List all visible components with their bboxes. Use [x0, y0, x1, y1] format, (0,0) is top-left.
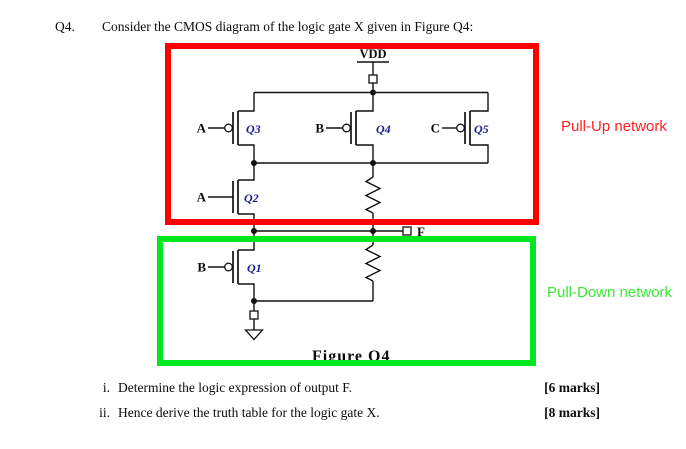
output-label: F [417, 224, 425, 239]
gate-label-a: A [196, 189, 206, 205]
pull-up-network-label: Pull-Up network [561, 118, 667, 135]
gate-label-b: B [315, 120, 324, 136]
pull-up-region-box [165, 43, 539, 225]
marks-badge: [8 marks] [544, 405, 600, 420]
marks-badge: [6 marks] [544, 380, 600, 395]
subquestion-text: Determine the logic expression of output F. [118, 380, 352, 395]
figure-caption: Figure Q4 [312, 348, 391, 365]
transistor-label-q1: Q1 [247, 261, 262, 275]
transistor-label-q3: Q3 [246, 122, 261, 136]
gate-label-b: B [197, 259, 206, 275]
transistor-label-q5: Q5 [474, 122, 489, 136]
question-number: Q4. [55, 19, 75, 34]
subquestion-text: Hence derive the truth table for the logic gate X. [118, 405, 380, 420]
pull-down-region-box [157, 236, 536, 366]
transistor-label-q4: Q4 [376, 122, 391, 136]
output-pin-icon [403, 227, 411, 235]
subquestion-numeral: i. [102, 380, 110, 395]
vdd-label: VDD [359, 47, 387, 61]
subquestion-numeral: ii. [99, 405, 110, 420]
gate-label-a: A [196, 120, 206, 136]
gate-label-c: C [430, 120, 440, 136]
question-text: Consider the CMOS diagram of the logic gate X given in Figure Q4: [102, 19, 474, 34]
pull-down-network-label: Pull-Down network [547, 284, 673, 301]
transistor-label-q2: Q2 [244, 191, 259, 205]
